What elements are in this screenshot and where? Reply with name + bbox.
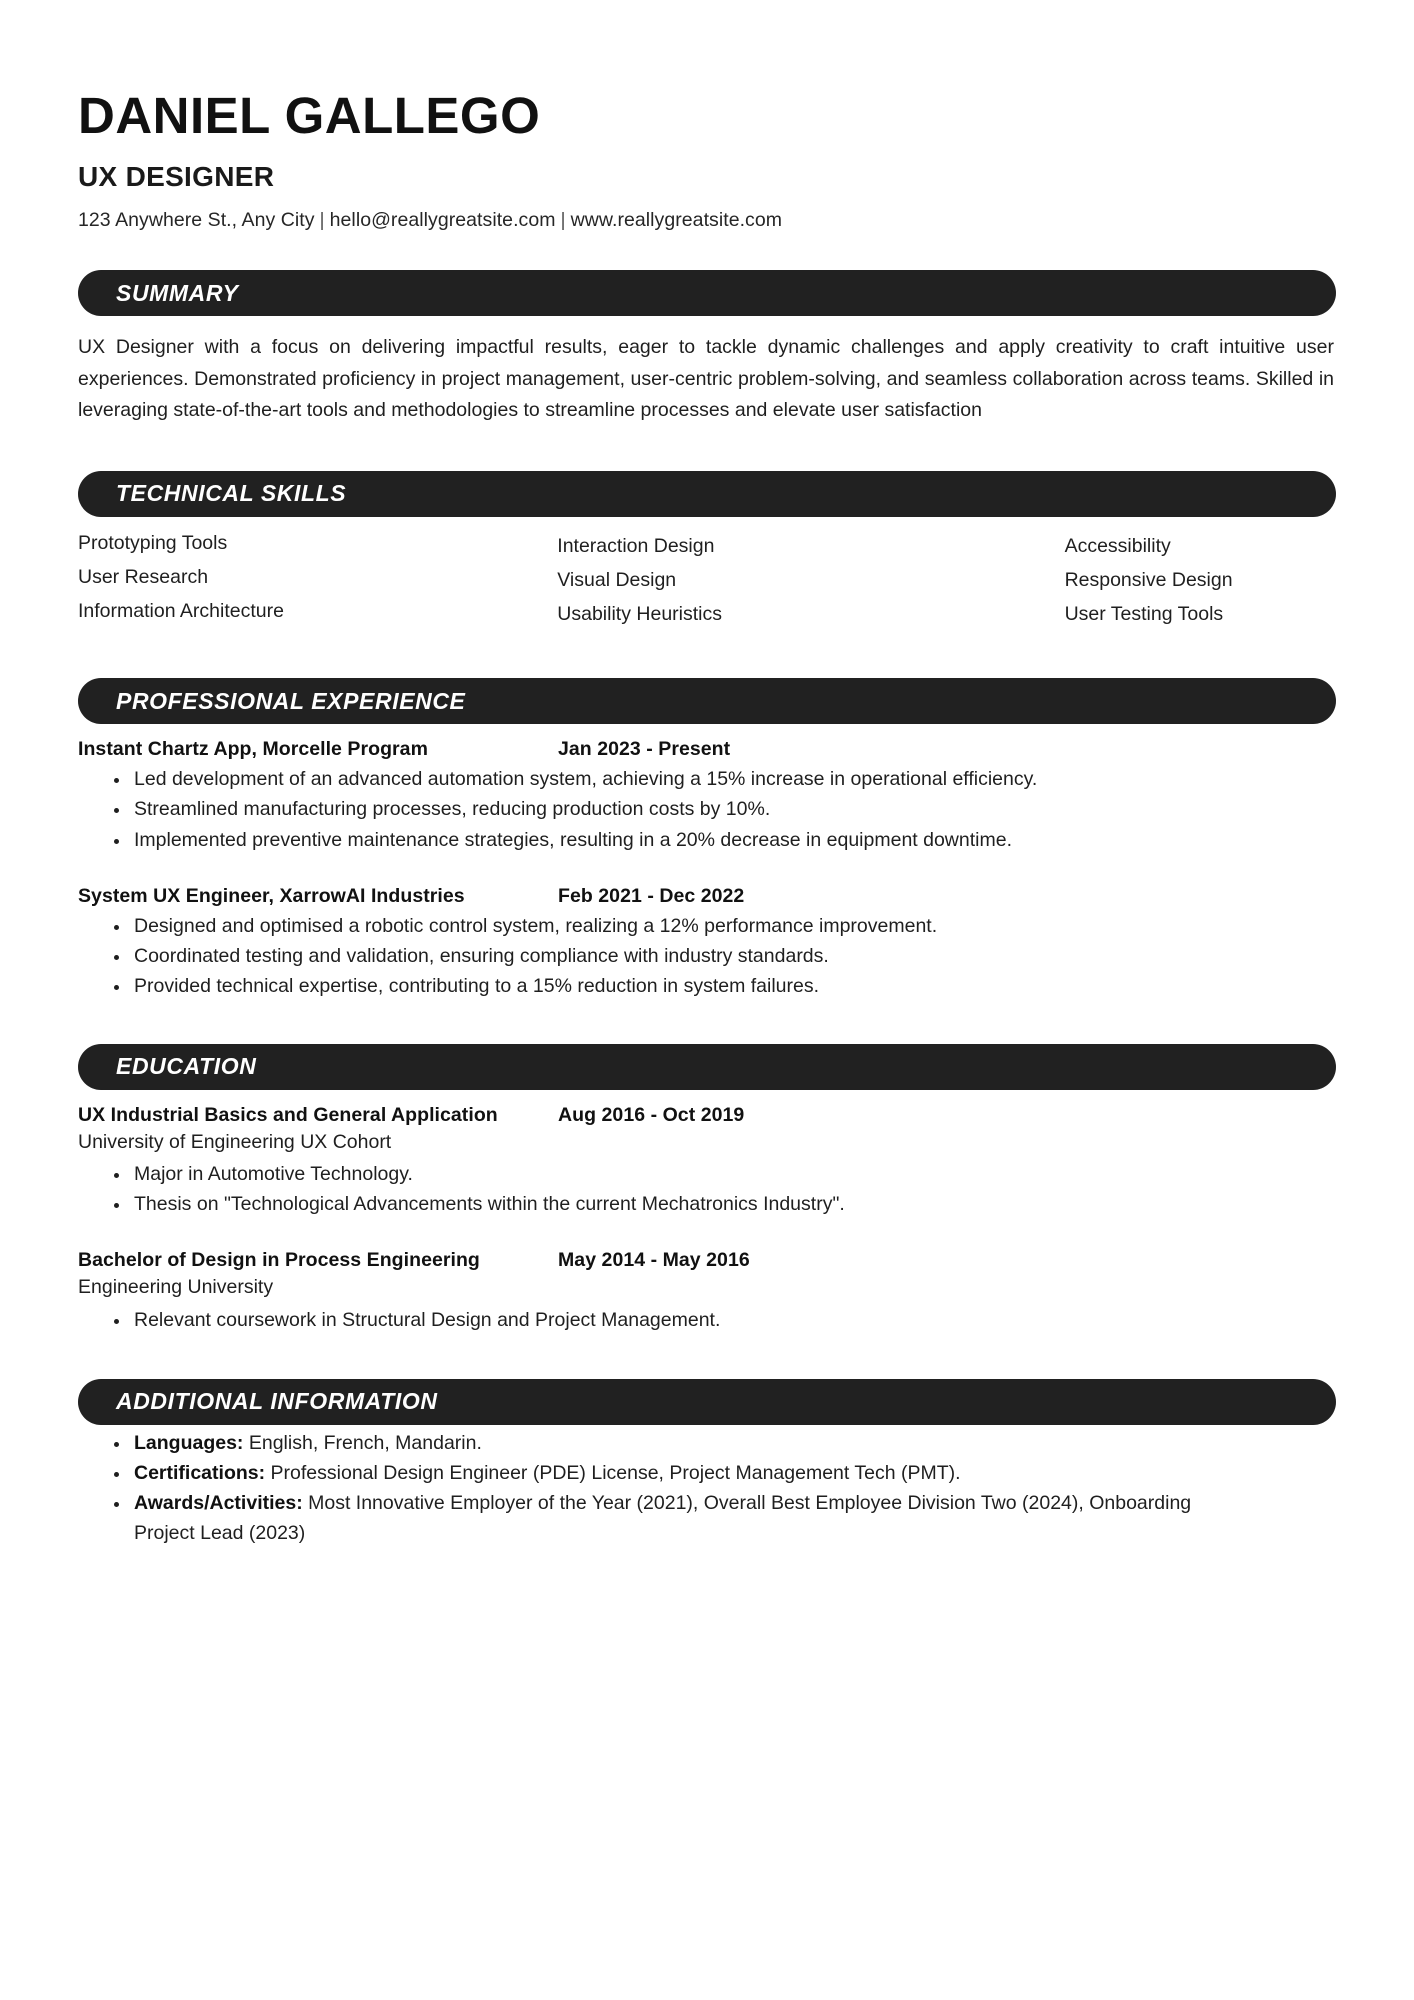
additional-value: Professional Design Engineer (PDE) License, Project Management Tech (PMT). (270, 1462, 961, 1485)
additional-value: Most Innovative Employer of the Year (2021), Overall Best Employee Division Two (2024), Onboarding Project Lead (2023) (134, 1492, 1192, 1544)
skills-column-2 (497, 529, 976, 634)
experience-entry-head (78, 885, 1336, 908)
candidate-role: UX DESIGNER (78, 161, 275, 193)
education-bullet-list (78, 1160, 1336, 1220)
skills-banner-label: TECHNICAL SKILLS (116, 480, 347, 507)
experience-bullet: Coordinated testing and validation, ensuring compliance with industry standards. (114, 942, 1244, 971)
education-bullet-list (78, 1306, 1336, 1335)
skill-item: Interaction Design (557, 534, 715, 557)
education-date: May 2014 - May 2016 (558, 1249, 750, 1272)
contact-address: 123 Anywhere St., Any City (78, 209, 315, 232)
skill-item: Usability Heuristics (557, 602, 722, 625)
resume-header (78, 0, 1336, 232)
education-bullet: Major in Automotive Technology. (114, 1160, 1336, 1189)
experience-date: Jan 2023 - Present (558, 738, 731, 761)
experience-bullet: Implemented preventive maintenance strategies, resulting in a 20% decrease in equipment downtime. (114, 826, 1244, 855)
education-entry (78, 1249, 1336, 1335)
skill-item: Information Architecture (78, 599, 284, 622)
additional-label: Languages: (134, 1431, 244, 1454)
contact-line (78, 209, 1336, 232)
education-entry (78, 1104, 1336, 1220)
additional-bullet (114, 1489, 1244, 1548)
additional-banner-label: ADDITIONAL INFORMATION (116, 1388, 438, 1415)
education-title: UX Industrial Basics and General Application (78, 1103, 498, 1126)
contact-separator-1: | (319, 209, 325, 232)
skill-item: Accessibility (1064, 534, 1171, 557)
education-title: Bachelor of Design in Process Engineering (78, 1249, 480, 1272)
contact-website[interactable]: www.reallygreatsite.com (570, 209, 783, 232)
skills-banner (78, 471, 1336, 517)
experience-date: Feb 2021 - Dec 2022 (558, 884, 745, 907)
experience-bullet-list (78, 765, 1336, 855)
additional-label: Awards/Activities: (134, 1492, 303, 1515)
education-entry-head (78, 1249, 1336, 1272)
skills-column-1 (78, 529, 497, 634)
additional-bullet-list (78, 1429, 1336, 1548)
section-education (78, 1044, 1336, 1335)
section-technical-skills (78, 471, 1336, 634)
skills-column-3 (977, 529, 1414, 634)
summary-banner (78, 270, 1336, 316)
education-banner (78, 1044, 1336, 1090)
section-summary (78, 270, 1336, 427)
section-additional-information (78, 1379, 1336, 1548)
candidate-name: DANIEL GALLEGO (78, 87, 541, 144)
experience-bullet: Provided technical expertise, contributing to a 15% reduction in system failures. (114, 972, 1244, 1001)
summary-banner-label: SUMMARY (116, 279, 239, 306)
experience-banner (78, 678, 1336, 724)
education-bullet: Relevant coursework in Structural Design and Project Management. (114, 1306, 1336, 1335)
education-bullet: Thesis on "Technological Advancements within the current Mechatronics Industry". (114, 1190, 1336, 1219)
additional-bullet (114, 1429, 1244, 1458)
experience-entry (78, 885, 1336, 1002)
contact-email[interactable]: hello@reallygreatsite.com (329, 209, 556, 232)
skill-item: User Testing Tools (1064, 602, 1224, 625)
additional-label: Certifications: (134, 1462, 266, 1485)
experience-entry (78, 738, 1336, 855)
experience-title: System UX Engineer, XarrowAI Industries (78, 884, 465, 907)
education-banner-label: EDUCATION (116, 1053, 257, 1080)
contact-separator-2: | (560, 209, 566, 232)
experience-title: Instant Chartz App, Morcelle Program (78, 738, 428, 761)
education-date: Aug 2016 - Oct 2019 (558, 1103, 745, 1126)
additional-banner (78, 1379, 1336, 1425)
experience-bullet: Streamlined manufacturing processes, reducing production costs by 10%. (114, 795, 1244, 824)
additional-bullet (114, 1459, 1244, 1488)
section-professional-experience (78, 678, 1336, 1002)
experience-banner-label: PROFESSIONAL EXPERIENCE (116, 687, 466, 714)
summary-body: UX Designer with a focus on delivering impactful results, eager to tackle dynamic challenges and apply creativity to craft intuitive user experiences. Demonstrated proficiency in project management, user-centric problem-solving, and seamless collaboration across teams. Skilled in leveraging state-of-the-art tools and methodologies to streamline processes and elevate user satisfaction (78, 336, 1334, 422)
education-school: Engineering University (78, 1276, 274, 1299)
skill-item: Responsive Design (1064, 568, 1233, 591)
additional-value: English, French, Mandarin. (248, 1431, 482, 1454)
skill-item: Visual Design (557, 568, 677, 591)
experience-bullet: Led development of an advanced automation system, achieving a 15% increase in operational efficiency. (114, 765, 1244, 794)
experience-bullet-list (78, 912, 1336, 1002)
skill-item: User Research (78, 565, 209, 588)
experience-bullet: Designed and optimised a robotic control system, realizing a 12% performance improvement. (114, 912, 1244, 941)
education-school: University of Engineering UX Cohort (78, 1130, 392, 1153)
education-entry-head (78, 1104, 1336, 1127)
skill-item: Prototyping Tools (78, 531, 228, 554)
skills-grid (78, 529, 1336, 634)
experience-entry-head (78, 738, 1336, 761)
